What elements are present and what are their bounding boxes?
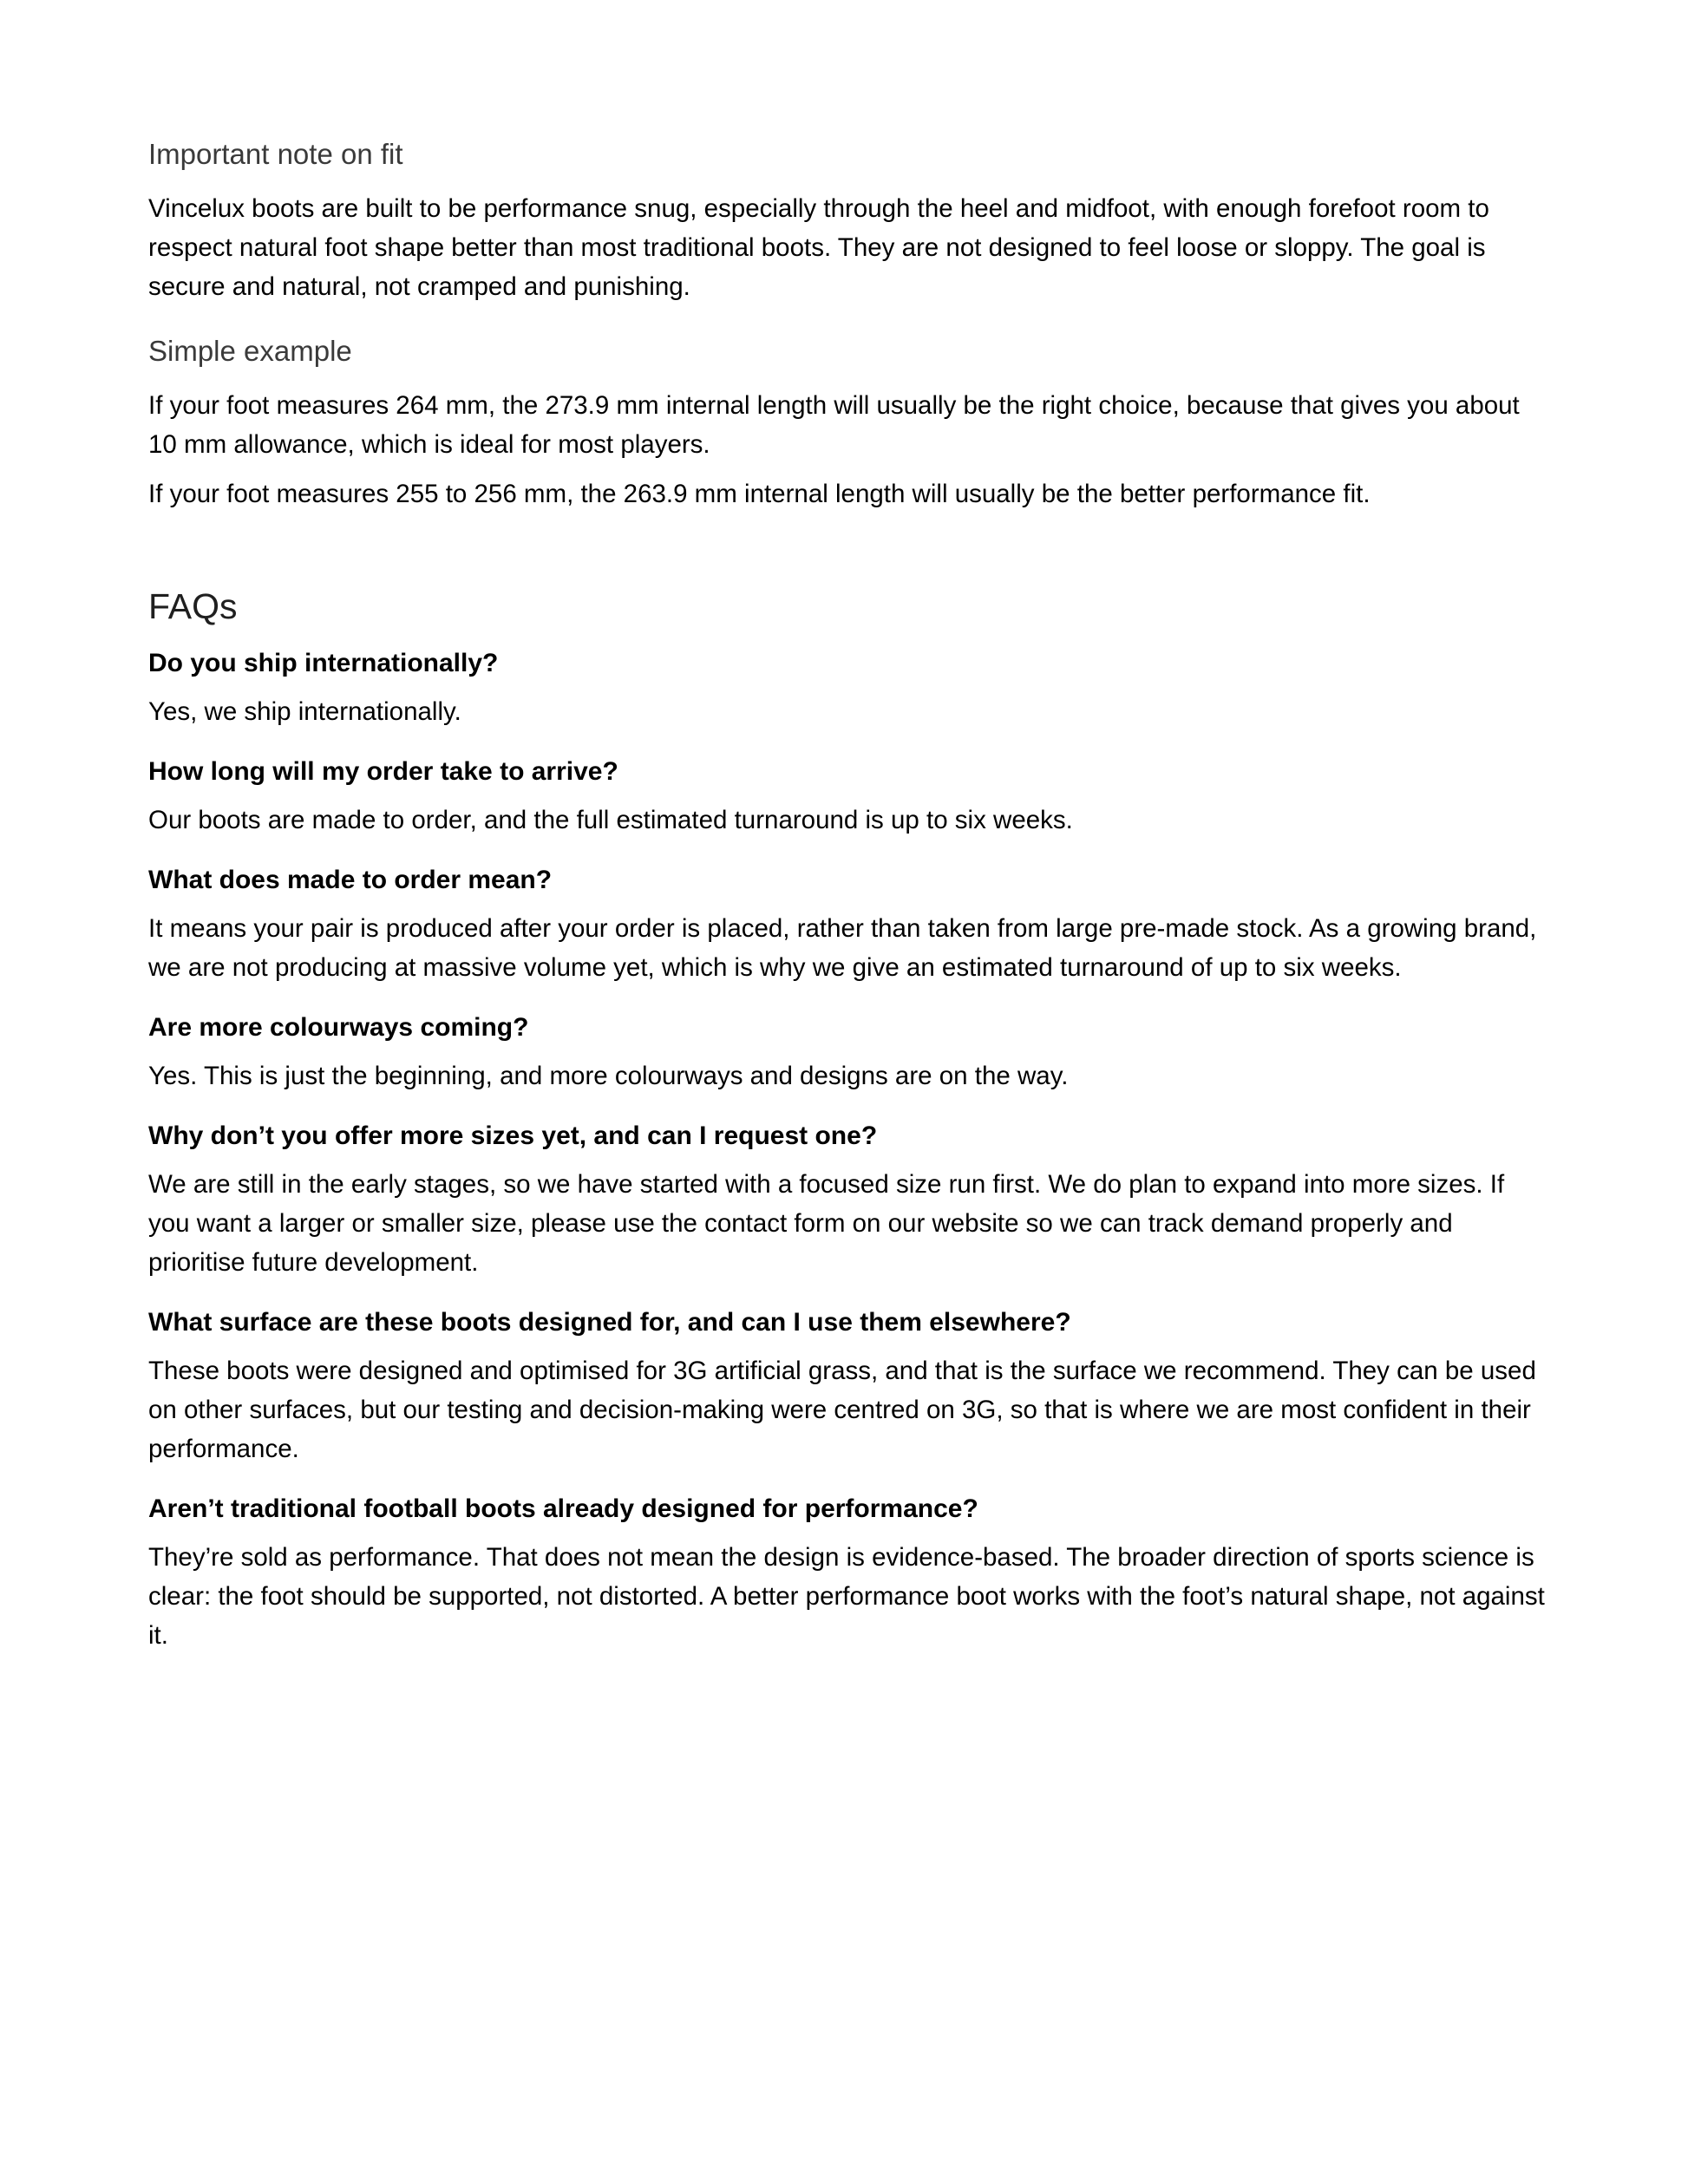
faq-answer: These boots were designed and optimised for 3G artificial grass, and that is the surface we recommend. They can be used on other surfaces, but our testing and decision-making were centred on 3G, so that is where we are most confident in their performance. [148, 1357, 1536, 1463]
faq-item-traditional-boots [148, 1491, 1549, 1655]
faq-item-shipping [148, 645, 1549, 731]
faq-answer: We are still in the early stages, so we have started with a focused size run first. We do plan to expand into more sizes. If you want a larger or smaller size, please use the contact form on our website so we can track demand properly and prioritise future development. [148, 1170, 1505, 1277]
faq-item-colourways [148, 1010, 1549, 1095]
faq-answer: Our boots are made to order, and the full estimated turnaround is up to six weeks. [148, 806, 1073, 834]
faq-item-delivery-time [148, 754, 1549, 840]
faq-question: What does made to order mean? [148, 866, 553, 894]
faq-answer: Yes. This is just the beginning, and more colourways and designs are on the way. [148, 1062, 1069, 1090]
fit-note-heading: Important note on fit [148, 138, 403, 170]
faq-question: How long will my order take to arrive? [148, 757, 618, 786]
document-page [148, 137, 1549, 1677]
example-paragraph-2: If your foot measures 255 to 256 mm, the 263.9 mm internal length will usually be the better performance fit. [148, 480, 1371, 508]
faq-answer: They’re sold as performance. That does not mean the design is evidence-based. The broader direction of sports science is clear: the foot should be supported, not distorted. A better performance boot works with the foot’s natural shape, not against it. [148, 1543, 1545, 1650]
faq-item-sizes [148, 1118, 1549, 1282]
section-divider-space [148, 524, 1549, 585]
faq-question: Aren’t traditional football boots already designed for performance? [148, 1494, 978, 1523]
faq-question: Why don’t you offer more sizes yet, and can I request one? [148, 1121, 878, 1150]
example-paragraph-1: If your foot measures 264 mm, the 273.9 mm internal length will usually be the right choice, because that gives you about 10 mm allowance, which is ideal for most players. [148, 391, 1520, 459]
faq-answer: Yes, we ship internationally. [148, 697, 461, 726]
faqs-heading: FAQs [148, 586, 238, 626]
fit-note-body: Vincelux boots are built to be performance snug, especially through the heel and midfoot, with enough forefoot room to respect natural foot shape better than most traditional boots. They are not designed to feel loose or sloppy. The goal is secure and natural, not cramped and punishing. [148, 194, 1489, 301]
faq-question: What surface are these boots designed for, and can I use them elsewhere? [148, 1308, 1071, 1337]
faq-list [148, 645, 1549, 1655]
faq-item-surface [148, 1305, 1549, 1468]
faq-answer: It means your pair is produced after your order is placed, rather than taken from large pre-made stock. As a growing brand, we are not producing at massive volume yet, which is why we give an estimated turnaround of up to six weeks. [148, 914, 1537, 982]
faq-item-made-to-order [148, 862, 1549, 987]
faq-question: Are more colourways coming? [148, 1013, 529, 1042]
faq-question: Do you ship internationally? [148, 649, 499, 677]
example-heading: Simple example [148, 335, 352, 367]
